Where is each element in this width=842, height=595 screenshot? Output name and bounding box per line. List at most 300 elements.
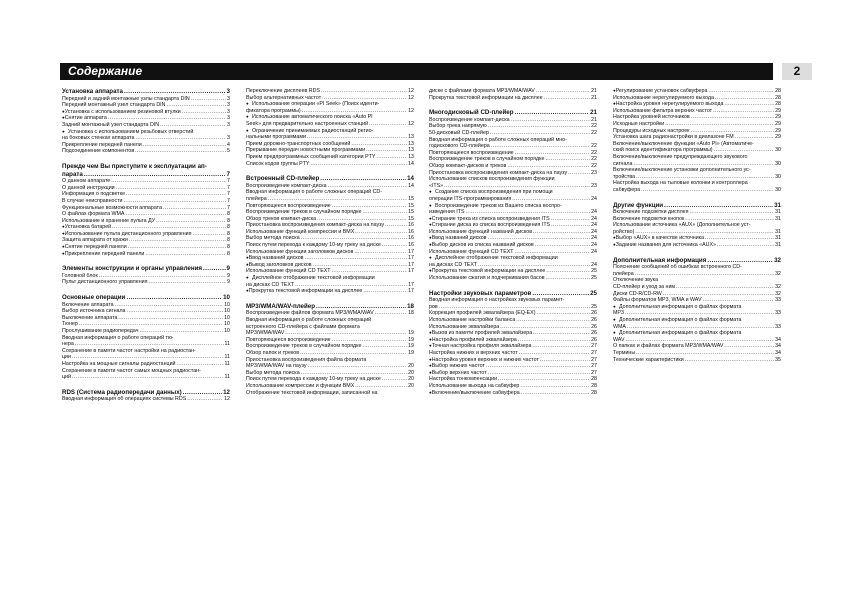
toc-page-number: 24 bbox=[591, 209, 597, 216]
toc-entry-title: ройство) bbox=[613, 228, 635, 235]
toc-section-heading bbox=[246, 303, 414, 311]
toc-dot-leader bbox=[486, 363, 590, 370]
toc-dot-leader bbox=[439, 304, 590, 311]
toc-page-number: 15 bbox=[408, 195, 414, 202]
toc-page-number: 11 bbox=[224, 341, 230, 348]
toc-page-number: 16 bbox=[408, 235, 414, 242]
toc-dot-leader bbox=[540, 357, 590, 364]
toc-entry bbox=[429, 268, 597, 275]
toc-page-number: 8 bbox=[227, 217, 230, 224]
toc-entry: Настройка выхода на тыловые колонки и контроллера bbox=[613, 180, 748, 187]
toc-entry-title: 50-дисковый CD-плейер bbox=[429, 129, 489, 136]
toc-entry bbox=[613, 108, 781, 115]
toc-dot-leader bbox=[444, 183, 590, 190]
toc-page-number: 17 bbox=[408, 261, 414, 268]
toc-entry-title: ● Ввод названий дисков bbox=[431, 235, 487, 242]
toc-entry bbox=[62, 115, 230, 122]
toc-dot-leader bbox=[126, 191, 226, 198]
toc-entry bbox=[246, 268, 414, 275]
toc-dot-leader bbox=[115, 302, 224, 309]
toc-entry-title: Установка шага радионастройки в диапазоне FM bbox=[613, 134, 734, 141]
toc-entry bbox=[246, 255, 414, 262]
toc-entry-title: Прикрепление передней панели bbox=[62, 141, 142, 148]
toc-entry-title: Выбор источника сигнала bbox=[62, 308, 126, 315]
toc-dot-leader bbox=[491, 143, 590, 150]
toc-dot-leader bbox=[332, 203, 407, 210]
toc-entry-title: О данной инструкции bbox=[62, 184, 115, 191]
toc-page-number: 19 bbox=[408, 336, 414, 343]
toc-entry: Использование источника «AUX» (Дополнительное уст- bbox=[613, 222, 751, 229]
toc-entry-title: Воспроизведение компакт-диска bbox=[246, 182, 327, 189]
toc-page-number: 12 bbox=[223, 388, 230, 396]
toc-entry-title: Прокрутка текстовой информации на дисплее bbox=[429, 94, 543, 101]
toc-entry-title: В случае неисправности bbox=[62, 197, 123, 204]
toc-page-number: 24 bbox=[591, 195, 597, 202]
toc-dot-leader bbox=[112, 224, 226, 231]
toc-page-number: 14 bbox=[407, 175, 414, 183]
toc-entry bbox=[613, 216, 781, 223]
toc-dot-leader bbox=[313, 262, 408, 269]
toc-entry-title: Прием дорожно-транспортных сообщений bbox=[246, 140, 351, 147]
toc-page-number: 3 bbox=[226, 88, 230, 95]
toc-entry bbox=[429, 229, 597, 236]
toc-entry bbox=[246, 370, 414, 377]
toc-page-number: 26 bbox=[591, 330, 597, 337]
toc-entry-title: Функциональные возможности аппарата bbox=[62, 204, 162, 211]
toc-page-number: 26 bbox=[591, 317, 597, 323]
toc-dot-leader bbox=[145, 251, 226, 258]
toc-page-number: 17 bbox=[408, 255, 414, 262]
toc-page-number: 29 bbox=[775, 114, 781, 121]
toc-page-number: 8 bbox=[227, 244, 230, 251]
toc-page-number: 28 bbox=[775, 94, 781, 101]
toc-dot-leader bbox=[322, 95, 407, 102]
toc-entry-title: Коррекция профилей эквалайзера (EQ-EX) bbox=[429, 310, 536, 317]
toc-dot-leader bbox=[511, 117, 590, 124]
toc-entry: Сохранение в памяти частот настройки на радиостан- bbox=[62, 347, 196, 354]
toc-page-number: 14 bbox=[408, 182, 414, 189]
toc-dot-leader bbox=[676, 284, 774, 291]
toc-entry bbox=[246, 203, 414, 210]
toc-dot-leader bbox=[685, 216, 774, 223]
toc-page-number: 24 bbox=[591, 248, 597, 255]
toc-entry bbox=[62, 279, 230, 286]
toc-entry bbox=[429, 163, 597, 170]
toc-entry bbox=[613, 357, 781, 364]
toc-dot-leader bbox=[123, 198, 226, 205]
toc-entry-title: Другие функции bbox=[613, 201, 664, 209]
toc-entry-title: Использование эквалайзера bbox=[429, 323, 500, 330]
toc-entry: Приостановка воспроизведения файла формата bbox=[246, 356, 367, 363]
toc-entry bbox=[62, 361, 230, 368]
toc-entry bbox=[246, 363, 414, 370]
toc-dot-leader bbox=[128, 244, 226, 251]
toc-entry bbox=[429, 363, 597, 370]
toc-entry bbox=[429, 275, 597, 282]
toc-entry bbox=[246, 183, 414, 190]
toc-entry bbox=[429, 370, 597, 377]
toc-entry-title: ров bbox=[429, 303, 438, 310]
toc-entry-title: Настройка уровней источников bbox=[613, 114, 690, 121]
toc-entry-title: ский поиск идентификатора программы) bbox=[613, 147, 713, 154]
toc-entry bbox=[62, 96, 230, 103]
toc-entry-title: MP3/WMA/WAV bbox=[246, 330, 285, 337]
toc-entry-title: Передний монтажный узел стандарта DIN bbox=[62, 102, 166, 109]
toc-dot-leader bbox=[516, 317, 590, 324]
toc-entry-title: Подсоединение компонентов bbox=[62, 148, 135, 155]
toc-entry bbox=[246, 249, 414, 256]
toc-entry bbox=[246, 282, 414, 289]
toc-page-number: 16 bbox=[408, 228, 414, 235]
toc-entry bbox=[613, 271, 781, 278]
toc-entry bbox=[62, 185, 230, 192]
toc-entry bbox=[613, 242, 781, 249]
toc-page-number: 11 bbox=[224, 354, 230, 361]
toc-section-heading bbox=[62, 88, 230, 96]
toc-entry-title: Воспроизведение компакт-диска bbox=[429, 116, 510, 123]
toc-entry-title: Включение аппарата bbox=[62, 301, 114, 308]
toc-dot-leader bbox=[285, 330, 407, 337]
toc-dot-leader bbox=[160, 122, 226, 129]
toc-entry bbox=[613, 114, 781, 121]
toc-entry bbox=[613, 95, 781, 102]
toc-dot-leader bbox=[116, 185, 226, 192]
toc-entry-title: фикатора программы) bbox=[246, 107, 301, 114]
toc-entry-title: сабвуфера bbox=[613, 186, 641, 193]
toc-entry bbox=[429, 170, 597, 177]
toc-page-number: 24 bbox=[591, 242, 597, 249]
toc-entry: Вводная информация о работе сложных операций bbox=[246, 317, 372, 323]
toc-page-number: 22 bbox=[591, 123, 597, 130]
toc-dot-leader bbox=[363, 288, 407, 295]
toc-dot-leader bbox=[125, 211, 226, 218]
toc-section-heading bbox=[246, 175, 414, 183]
toc-dot-leader bbox=[490, 130, 590, 137]
toc-page-number: 3 bbox=[227, 102, 230, 109]
toc-dot-leader bbox=[689, 209, 774, 216]
toc-entry bbox=[246, 196, 414, 203]
toc-page-number: 27 bbox=[591, 363, 597, 370]
toc-page-number: 24 bbox=[591, 228, 597, 235]
toc-entry bbox=[246, 222, 414, 229]
toc-entry-title: Поиск путем перехода к каждому 10-му треку на диске bbox=[246, 376, 381, 383]
toc-entry-title: Выбор метода поиска bbox=[246, 235, 300, 242]
toc-entry-title: WMA bbox=[613, 323, 626, 330]
toc-page-number: 8 bbox=[227, 237, 230, 244]
toc-dot-leader bbox=[535, 242, 590, 249]
toc-dot-leader bbox=[355, 383, 407, 390]
toc-entry bbox=[246, 108, 414, 115]
toc-dot-leader bbox=[515, 109, 590, 117]
toc-page-number: 16 bbox=[408, 222, 414, 229]
toc-page-number: 30 bbox=[775, 173, 781, 180]
toc-entry-title: Настройка на мощные сигналы радиостанций bbox=[62, 360, 176, 367]
toc-entry bbox=[429, 317, 597, 324]
toc-section-heading bbox=[613, 257, 781, 265]
toc-page-number: 28 bbox=[775, 88, 781, 94]
toc-dot-leader bbox=[641, 187, 774, 194]
toc-page-number: 10 bbox=[224, 314, 230, 321]
toc-dot-leader bbox=[139, 328, 223, 335]
toc-page-number: 25 bbox=[591, 303, 597, 310]
toc-entry bbox=[62, 231, 230, 238]
toc-page-number: 27 bbox=[591, 369, 597, 376]
toc-page-number: 10 bbox=[224, 328, 230, 334]
toc-entry bbox=[246, 121, 414, 128]
toc-dot-leader bbox=[126, 308, 223, 315]
toc-entry-title: Настройка нижних и верхних частот bbox=[429, 349, 518, 356]
toc-entry-title: Использование функций CD TEXT bbox=[429, 248, 514, 255]
toc-dot-leader bbox=[126, 294, 222, 302]
toc-section-heading bbox=[613, 202, 781, 210]
toc-entry-title: ● Использование пульта дистанционного управления bbox=[64, 230, 192, 237]
page-title: Содержание bbox=[68, 64, 143, 78]
toc-page-number: 31 bbox=[774, 201, 781, 209]
toc-entry bbox=[62, 237, 230, 244]
toc-entry-title: Дополнительная информация bbox=[613, 256, 707, 264]
toc-dot-leader bbox=[375, 310, 407, 317]
toc-section-heading bbox=[62, 389, 230, 397]
toc-dot-leader bbox=[84, 171, 226, 179]
toc-dot-leader bbox=[307, 134, 407, 141]
toc-entry-title: Использование сжатия и подчеркивания басов bbox=[429, 275, 545, 282]
toc-entry-title: Файлы форматов MP3, WMA и WAV bbox=[613, 297, 702, 304]
toc-dot-leader bbox=[301, 235, 407, 242]
toc-entry bbox=[429, 262, 597, 269]
toc-page-number: 34 bbox=[775, 343, 781, 350]
toc-page-number: 12 bbox=[408, 94, 414, 101]
toc-dot-leader bbox=[702, 297, 774, 304]
toc-entry bbox=[246, 229, 414, 236]
toc-entry-title: Использование настройки баланса bbox=[429, 317, 516, 323]
toc-entry-title: Использование функций компрессии и BMX bbox=[246, 228, 355, 235]
toc-entry-title: О данном аппарате bbox=[62, 178, 111, 185]
toc-page-number: 30 bbox=[775, 147, 781, 154]
toc-page-number: 23 bbox=[591, 169, 597, 176]
toc-entry-title: на дисках CD TEXT bbox=[429, 261, 478, 268]
toc-entry bbox=[429, 235, 597, 242]
toc-dot-leader bbox=[625, 310, 774, 317]
toc-page-number: 7 bbox=[226, 170, 230, 178]
toc-entry-title: Установка аппарата bbox=[62, 88, 123, 95]
toc-entry bbox=[62, 142, 230, 149]
toc-entry bbox=[429, 383, 597, 390]
toc-page-number: 13 bbox=[408, 153, 414, 160]
toc-entry: ● Создание списка воспроизведения при помощи bbox=[429, 189, 597, 196]
toc-dot-leader bbox=[635, 271, 774, 278]
toc-dot-leader bbox=[724, 101, 774, 108]
toc-entry-title: Выбор трека напрямую bbox=[429, 123, 487, 130]
toc-page-number: 11 bbox=[224, 360, 230, 367]
toc-entry bbox=[613, 324, 781, 331]
toc-page-number: 8 bbox=[227, 224, 230, 231]
toc-entry bbox=[246, 383, 414, 390]
toc-dot-leader bbox=[366, 147, 407, 154]
toc-entry bbox=[246, 337, 414, 344]
toc-entry: Вводная информация о работе операций тю- bbox=[62, 334, 174, 341]
toc-page-number: 7 bbox=[227, 191, 230, 198]
toc-entry: Включение/выключение функции «Auto PI» (Автоматиче- bbox=[613, 140, 754, 147]
toc-entry: Использование списков воспроизведения функции bbox=[429, 176, 555, 183]
toc-entry-title: Основные операции bbox=[62, 294, 126, 302]
toc-entry-title: «ITS» bbox=[429, 182, 444, 189]
toc-page-number: 25 bbox=[591, 268, 597, 275]
toc-section-heading bbox=[62, 294, 230, 302]
toc-entry bbox=[246, 147, 414, 154]
toc-dot-leader bbox=[536, 310, 590, 317]
toc-column-4 bbox=[613, 88, 781, 363]
toc-page-number: 25 bbox=[590, 289, 597, 297]
toc-entry-title: Повторяющееся воспроизведение bbox=[246, 336, 331, 343]
toc-section-heading bbox=[429, 109, 597, 117]
toc-entry-title: Приостановка воспроизведения компакт-диска на паузу bbox=[429, 169, 568, 176]
toc-dot-leader bbox=[118, 315, 223, 322]
toc-entry bbox=[613, 343, 781, 350]
toc-page-number: 21 bbox=[590, 109, 597, 117]
toc-gap bbox=[62, 381, 230, 389]
toc-entry bbox=[613, 337, 781, 344]
toc-entry bbox=[613, 310, 781, 317]
toc-entry: ● Ограничение принимаемых радиостанций регио- bbox=[246, 128, 414, 135]
toc-dot-leader bbox=[518, 337, 590, 344]
toc-dot-leader bbox=[478, 262, 590, 269]
toc-entry-title: Защита аппарата от кражи bbox=[62, 237, 128, 244]
toc-dot-leader bbox=[717, 242, 774, 249]
toc-gap bbox=[246, 167, 414, 175]
toc-dot-leader bbox=[72, 354, 224, 361]
toc-entry-title: диске с файлами формата MP3/WMA/WAV bbox=[429, 88, 535, 94]
toc-page-number: 7 bbox=[227, 178, 230, 185]
toc-dot-leader bbox=[507, 163, 590, 170]
toc-entry: ● Дополнительная информация о файлах формата bbox=[613, 304, 781, 311]
toc-page-number: 24 bbox=[591, 222, 597, 229]
toc-dot-leader bbox=[546, 268, 590, 275]
toc-page-number: 31 bbox=[775, 209, 781, 216]
toc-entry bbox=[62, 148, 230, 155]
toc-entry-title: Обзор компакт-дисков и треков bbox=[429, 162, 507, 169]
toc-dot-leader bbox=[191, 96, 226, 103]
toc-page-number: 10 bbox=[223, 294, 230, 302]
toc-column-2 bbox=[246, 88, 414, 396]
toc-entry-title: операции ITS-программирования bbox=[429, 195, 512, 202]
toc-dot-leader bbox=[182, 109, 226, 116]
toc-entry bbox=[613, 88, 781, 95]
toc-dot-leader bbox=[714, 147, 775, 154]
toc-entry bbox=[62, 135, 230, 142]
toc-page-number: 22 bbox=[591, 156, 597, 163]
toc-entry bbox=[246, 262, 414, 269]
toc-dot-leader bbox=[627, 324, 774, 331]
toc-dot-leader bbox=[300, 350, 407, 357]
toc-entry-title: нера bbox=[62, 341, 74, 348]
toc-entry-title: Технические характеристики bbox=[613, 356, 684, 363]
toc-entry bbox=[429, 310, 597, 317]
toc-dot-leader bbox=[500, 324, 590, 331]
toc-page-number: 22 bbox=[591, 143, 597, 150]
toc-dot-leader bbox=[302, 108, 407, 115]
toc-page-number: 24 bbox=[591, 235, 597, 242]
toc-entry bbox=[613, 209, 781, 216]
toc-entry-title: ● Настройка уровня нерегулируемого выхода bbox=[615, 101, 724, 108]
toc-entry: Вводная информация о работе сложных операций мно- bbox=[429, 136, 567, 143]
toc-entry bbox=[62, 211, 230, 218]
toc-page-number: 28 bbox=[591, 382, 597, 389]
toc-page-number: 32 bbox=[775, 284, 781, 291]
toc-page-number: 28 bbox=[591, 376, 597, 383]
toc-entry bbox=[613, 174, 781, 181]
toc-page-number: 5 bbox=[227, 148, 230, 155]
toc-entry-title: ● Снятие аппарата bbox=[64, 115, 107, 122]
toc-entry-title: плейера bbox=[246, 195, 267, 202]
toc-entry-title: Seek» для предварительно настроенных станций bbox=[246, 120, 369, 127]
toc-entry: Вводная информация о работе сложных операций CD- bbox=[246, 189, 382, 196]
toc-dot-leader bbox=[636, 174, 774, 181]
toc-entry bbox=[246, 134, 414, 141]
toc-dot-leader bbox=[715, 95, 774, 102]
toc-page-number: 13 bbox=[408, 147, 414, 154]
toc-page-number: 17 bbox=[408, 248, 414, 255]
toc-dot-leader bbox=[663, 291, 774, 298]
toc-section-heading bbox=[62, 265, 230, 273]
toc-entry: ● Использование автоматического поиска «Auto PI bbox=[246, 114, 414, 121]
toc-entry bbox=[429, 343, 597, 350]
toc-entry-title: Головной блок bbox=[62, 272, 98, 279]
toc-page-number: 18 bbox=[407, 302, 414, 310]
toc-entry: Включение/выключение предупреждающего звукового bbox=[613, 153, 748, 160]
toc-entry: Отключение звука bbox=[613, 277, 659, 284]
toc-entry-title: изведения ITS bbox=[429, 209, 465, 216]
toc-entry-title: Термины bbox=[613, 349, 636, 356]
toc-entry bbox=[429, 117, 597, 124]
toc-page-number: 12 bbox=[408, 88, 414, 94]
toc-entry-title: ● Включение/выключение сабвуфера bbox=[431, 389, 520, 396]
toc-dot-leader bbox=[521, 390, 590, 397]
toc-dot-leader bbox=[551, 216, 590, 223]
toc-page-number: 30 bbox=[775, 186, 781, 193]
toc-dot-leader bbox=[75, 341, 224, 348]
toc-entry bbox=[613, 101, 781, 108]
toc-page-number: 28 bbox=[775, 101, 781, 108]
toc-entry bbox=[429, 376, 597, 383]
toc-dot-leader bbox=[320, 175, 406, 183]
toc-page-number: 8 bbox=[227, 211, 230, 218]
toc-page-number: 24 bbox=[591, 261, 597, 268]
toc-dot-leader bbox=[512, 196, 590, 203]
toc-entry bbox=[246, 343, 414, 350]
toc-entry-title: Процедуры исходных настроек bbox=[613, 127, 690, 134]
toc-dot-leader bbox=[690, 128, 774, 135]
toc-entry-title: на дисках CD TEXT bbox=[246, 281, 295, 288]
toc-page-number: 31 bbox=[775, 235, 781, 242]
toc-entry-title: Использование функции заголовков дисков bbox=[246, 248, 354, 255]
toc-entry: Сохранение в памяти частот самых мощных радиостан- bbox=[62, 367, 201, 374]
toc-page-number: 30 bbox=[775, 160, 781, 167]
toc-dot-leader bbox=[488, 370, 590, 377]
toc-entry-title: Выключение аппарата bbox=[62, 314, 118, 321]
toc-entry bbox=[613, 291, 781, 298]
toc-page-number: 22 bbox=[591, 149, 597, 156]
toc-dot-leader bbox=[382, 376, 407, 383]
toc-dot-leader bbox=[163, 205, 226, 212]
toc-dot-leader bbox=[546, 275, 591, 282]
toc-dot-leader bbox=[148, 279, 226, 286]
toc-entry-title: Переключение дисплеев RDS bbox=[246, 88, 320, 94]
toc-entry bbox=[429, 324, 597, 331]
toc-page-number: 3 bbox=[227, 121, 230, 128]
toc-entry-title: годискового CD-плейера bbox=[429, 143, 490, 150]
toc-gap bbox=[429, 101, 597, 109]
toc-entry bbox=[62, 178, 230, 185]
